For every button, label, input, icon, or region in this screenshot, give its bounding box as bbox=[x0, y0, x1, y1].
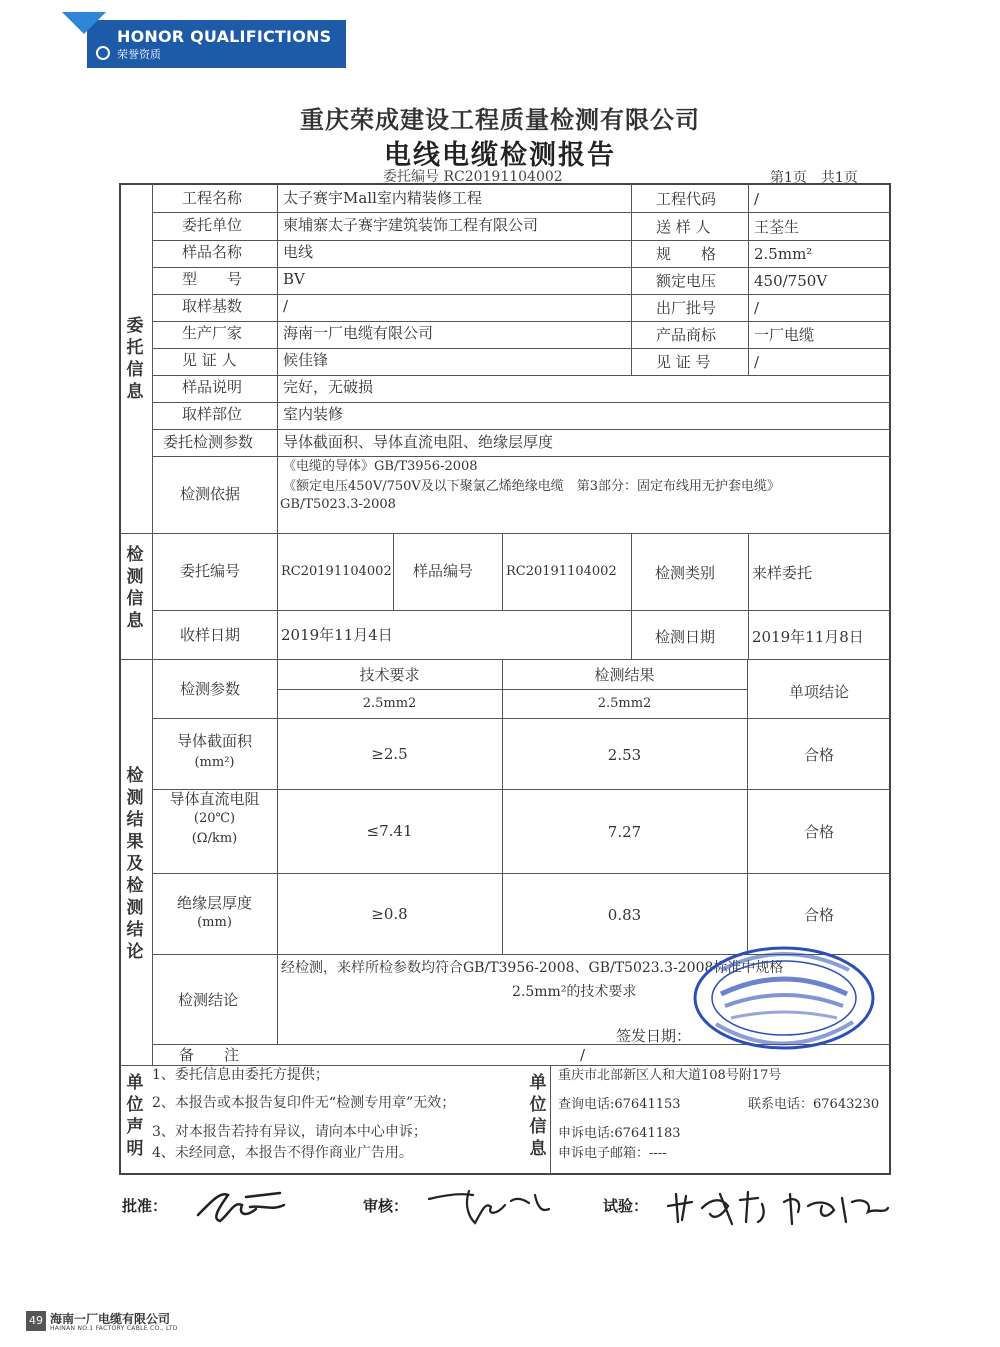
value-project-name: 太子赛宇Mall室内精装修工程 bbox=[283, 189, 482, 207]
value-sample-no: RC20191104002 bbox=[506, 564, 617, 579]
label-trademark: 产品商标 bbox=[656, 326, 717, 344]
section-test-info: 检测信息 bbox=[126, 545, 144, 631]
sign-date-label: 签发日期： bbox=[616, 1027, 692, 1045]
rule bbox=[152, 267, 891, 268]
value-remarks: / bbox=[580, 1046, 586, 1064]
requirement-spec: 2.5mm2 bbox=[362, 696, 417, 711]
rule bbox=[152, 402, 891, 403]
label-sample-part: 取样部位 bbox=[182, 405, 243, 423]
header-conclusion: 单项结论 bbox=[788, 683, 849, 701]
rule bbox=[152, 348, 891, 349]
rule bbox=[152, 240, 891, 241]
value-test-category: 来样委托 bbox=[752, 564, 813, 582]
value-test-entrust-no: RC20191104002 bbox=[281, 564, 392, 579]
footer-company-en: HAINAN NO.1 FACTORY CABLE CO., LTD bbox=[50, 1325, 178, 1332]
rule bbox=[748, 533, 749, 659]
param-unit: (20℃) bbox=[193, 811, 236, 826]
label-batch-no: 出厂批号 bbox=[656, 299, 717, 317]
rule bbox=[631, 183, 632, 375]
result-value: 0.83 bbox=[607, 906, 642, 924]
value-test-params: 导体截面积、导体直流电阻、绝缘层厚度 bbox=[283, 433, 554, 451]
rule bbox=[152, 183, 153, 1065]
value-test-date: 2019年11月8日 bbox=[752, 628, 864, 646]
banner-subtitle: 荣誉资质 bbox=[117, 48, 161, 61]
label-manufacturer: 生产厂家 bbox=[182, 324, 243, 342]
rule bbox=[152, 610, 891, 611]
rule bbox=[152, 456, 891, 457]
value-batch-no: / bbox=[754, 299, 760, 317]
label-project-code: 工程代码 bbox=[656, 190, 717, 208]
single-conclusion: 合格 bbox=[803, 823, 834, 841]
single-conclusion: 合格 bbox=[803, 746, 834, 764]
unit-complaint-email: 申诉电子邮箱：---- bbox=[558, 1146, 667, 1161]
value-witness-no: / bbox=[754, 353, 760, 371]
banner-ring-icon bbox=[96, 46, 110, 60]
header-requirement: 技术要求 bbox=[359, 666, 420, 684]
value-spec: 2.5mm² bbox=[754, 245, 813, 263]
section-entrust-info: 委托信息 bbox=[126, 316, 144, 402]
label-test-category: 检测类别 bbox=[655, 564, 716, 582]
rule bbox=[502, 533, 503, 610]
conclusion-text: 经检测，来样所检参数均符合GB/T3956-2008、GB/T5023.3-2008标准中规格 bbox=[281, 960, 784, 976]
rule bbox=[152, 294, 891, 295]
statement-item: 3、对本报告若持有异议，请向本中心申诉； bbox=[152, 1124, 427, 1140]
unit-contact-phone: 联系电话：67643230 bbox=[748, 1097, 880, 1112]
result-spec: 2.5mm2 bbox=[597, 696, 652, 711]
rule bbox=[119, 533, 891, 534]
param-unit: (mm²) bbox=[194, 755, 235, 770]
review-label: 审核： bbox=[363, 1197, 409, 1215]
basis-line: 《电缆的导体》GB/T3956-2008 bbox=[283, 459, 478, 474]
value-project-code: / bbox=[754, 190, 760, 208]
value-model: BV bbox=[283, 270, 305, 288]
page-info: 第1页 共1页 bbox=[770, 170, 858, 186]
value-sample-name: 电线 bbox=[283, 243, 314, 261]
tester-signature-icon bbox=[662, 1186, 892, 1231]
label-witness-no: 见 证 号 bbox=[656, 353, 711, 371]
banner-title: HONOR QUALIFICTIONS bbox=[117, 27, 332, 46]
banner-triangle-icon bbox=[62, 12, 106, 34]
footer-company: 海南一厂电缆有限公司 bbox=[50, 1312, 171, 1326]
value-trademark: 一厂电缆 bbox=[754, 326, 815, 344]
label-sender: 送 样 人 bbox=[656, 218, 711, 236]
value-manufacturer: 海南一厂电缆有限公司 bbox=[283, 324, 434, 342]
label-test-params: 委托检测参数 bbox=[163, 433, 254, 451]
label-receive-date: 收样日期 bbox=[180, 626, 241, 644]
rule bbox=[393, 533, 394, 610]
label-test-entrust-no: 委托编号 bbox=[180, 562, 241, 580]
value-rated-voltage: 450/750V bbox=[754, 272, 828, 290]
inspection-seal-icon bbox=[691, 944, 877, 1052]
rule bbox=[119, 1065, 891, 1066]
label-model: 型 号 bbox=[182, 270, 243, 288]
statement-item: 1、委托信息由委托方提供； bbox=[152, 1067, 329, 1083]
param-unit-extra: (Ω/km) bbox=[191, 831, 238, 846]
label-sample-desc: 样品说明 bbox=[182, 378, 243, 396]
honor-banner bbox=[62, 10, 346, 68]
label-basis: 检测依据 bbox=[180, 485, 241, 503]
label-test-conclusion: 检测结论 bbox=[178, 991, 239, 1009]
value-receive-date: 2019年11月4日 bbox=[281, 626, 393, 644]
param-name: 导体直流电阻 bbox=[169, 790, 260, 808]
section-unit-info: 单位信息 bbox=[529, 1073, 547, 1159]
test-label: 试验： bbox=[603, 1197, 649, 1215]
company-name: 重庆荣成建设工程质量检测有限公司 bbox=[300, 105, 700, 134]
value-witness: 候佳锋 bbox=[283, 351, 329, 369]
rule bbox=[119, 659, 891, 660]
basis-line: 《额定电压450V/750V及以下聚氯乙烯绝缘电缆 第3部分：固定布线用无护套电缆》 bbox=[283, 479, 781, 494]
rule bbox=[152, 212, 891, 213]
label-project-name: 工程名称 bbox=[182, 189, 243, 207]
label-sample-name: 样品名称 bbox=[182, 243, 243, 261]
requirement-value: ≥2.5 bbox=[371, 745, 408, 763]
value-sample-desc: 完好，无破损 bbox=[283, 378, 374, 396]
label-test-date: 检测日期 bbox=[655, 628, 716, 646]
basis-line: GB/T5023.3-2008 bbox=[280, 497, 396, 512]
rule bbox=[748, 183, 749, 375]
label-sample-no: 样品编号 bbox=[413, 562, 474, 580]
result-value: 2.53 bbox=[607, 746, 642, 764]
unit-complaint-phone: 申诉电话:67641183 bbox=[558, 1126, 681, 1141]
single-conclusion: 合格 bbox=[803, 906, 834, 924]
param-name: 导体截面积 bbox=[176, 732, 252, 750]
label-remarks: 备 注 bbox=[179, 1046, 240, 1064]
unit-address: 重庆市北部新区人和大道108号附17号 bbox=[558, 1068, 782, 1083]
label-sample-base: 取样基数 bbox=[182, 297, 243, 315]
value-sample-base: / bbox=[283, 297, 289, 315]
header-result: 检测结果 bbox=[594, 666, 655, 684]
rule bbox=[152, 873, 891, 874]
label-spec: 规 格 bbox=[656, 245, 717, 263]
param-unit: (mm) bbox=[197, 915, 232, 930]
label-rated-voltage: 额定电压 bbox=[656, 272, 717, 290]
unit-query-phone: 查询电话:67641153 bbox=[558, 1097, 681, 1112]
result-value: 7.27 bbox=[607, 823, 642, 841]
rule bbox=[152, 429, 891, 430]
rule bbox=[152, 321, 891, 322]
section-statement: 单位声明 bbox=[126, 1073, 144, 1159]
requirement-value: ≥0.8 bbox=[371, 905, 408, 923]
rule bbox=[152, 718, 891, 719]
requirement-value: ≤7.41 bbox=[366, 822, 413, 840]
rule bbox=[277, 689, 747, 690]
reviewer-signature-icon bbox=[425, 1185, 555, 1230]
entrust-number: 委托编号 RC20191104002 bbox=[383, 169, 563, 185]
conclusion-text: 2.5mm²的技术要求 bbox=[512, 984, 637, 1000]
approve-label: 批准： bbox=[122, 1197, 168, 1215]
statement-item: 4、未经同意，本报告不得作商业广告用。 bbox=[152, 1145, 413, 1161]
section-results: 检测结果及检测结论 bbox=[126, 766, 144, 962]
approver-signature-icon bbox=[190, 1183, 290, 1228]
statement-item: 2、本报告或本报告复印件无“检测专用章”无效； bbox=[152, 1095, 456, 1111]
value-sender: 王荃生 bbox=[754, 218, 800, 236]
param-name: 绝缘层厚度 bbox=[176, 894, 252, 912]
rule bbox=[152, 375, 891, 376]
label-client: 委托单位 bbox=[182, 216, 243, 234]
header-test-param: 检测参数 bbox=[180, 680, 241, 698]
report-title: 电线电缆检测报告 bbox=[384, 140, 616, 171]
label-witness: 见 证 人 bbox=[182, 351, 237, 369]
value-sample-part: 室内装修 bbox=[283, 405, 344, 423]
rule bbox=[631, 533, 632, 659]
value-client: 柬埔寨太子赛宇建筑装饰工程有限公司 bbox=[283, 216, 539, 234]
rule bbox=[550, 1065, 551, 1175]
page-number: 49 bbox=[26, 1311, 46, 1331]
